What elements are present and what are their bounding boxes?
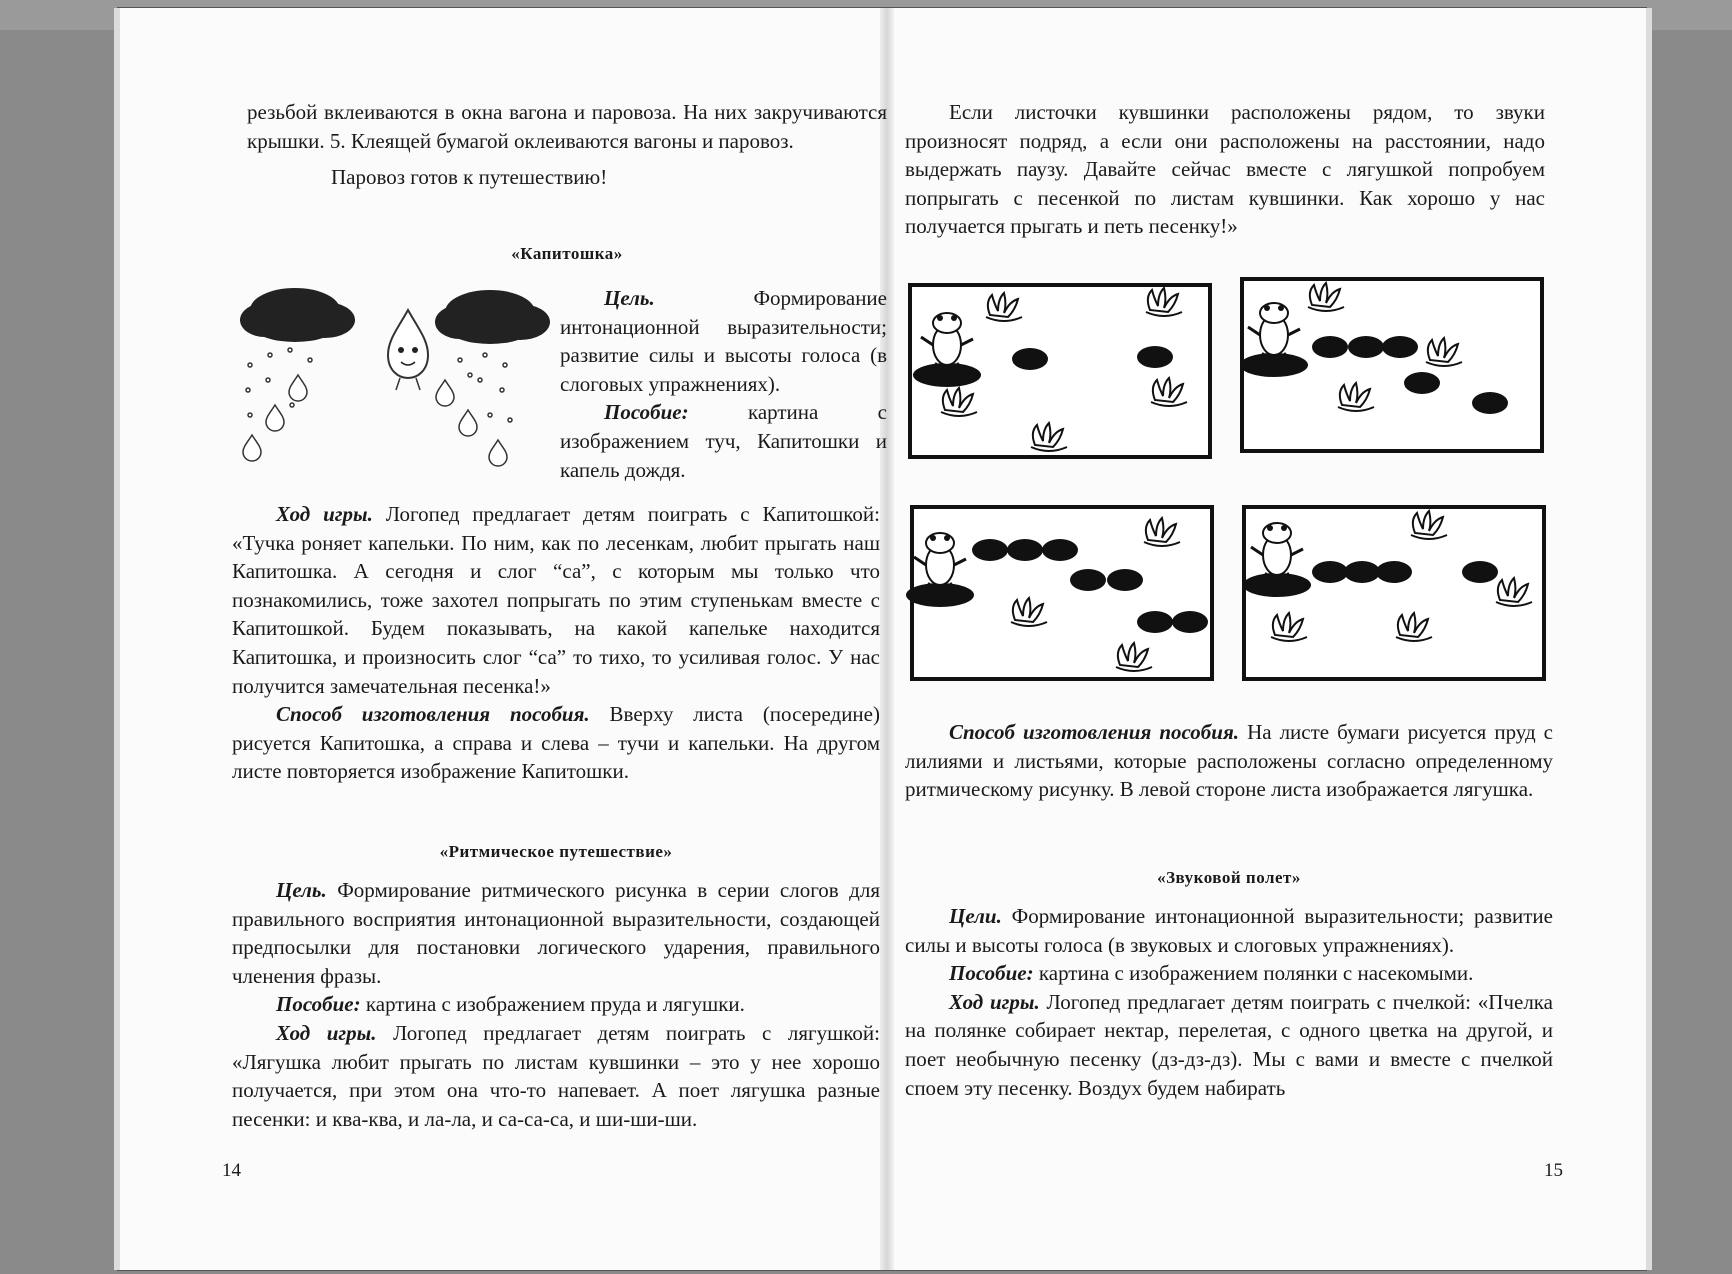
page-number-right: 15: [1544, 1160, 1563, 1181]
raindrops-left-icon: [243, 348, 312, 461]
kapitoshka-goal: Цель. Формирование интонационной выразительности; развитие силы и высоты голоса (в слоговых упражнениях).: [560, 286, 887, 396]
kapitoshka-illustration: [240, 280, 550, 480]
rhythmic-block: [232, 876, 880, 1133]
right-making-block: [905, 718, 1553, 804]
cloud-left-icon: [240, 288, 355, 342]
rhythmic-game: Ход игры. Логопед предлагает детям поиграть с лягушкой: «Лягушка любит прыгать по листам кувшинки – это у нее хорошо получается, при этом она что-то напевает. А поет лягушка разные песенки: и ква-ква, и ла-ла, и са-са-са, и ши-ши-ши.: [232, 1020, 880, 1131]
flight-game: Ход игры. Логопед предлагает детям поиграть с пчелкой: «Пчелка на полянке собирает нектар, перелетая, с одного цветка на другой, и поет необычную песенку (дз-дз-дз). Мы с вами и вместе с пчелкой споем эту песенку. Воздух будем набирать: [905, 989, 1554, 1100]
kapitoshka-goal-block: [560, 284, 887, 484]
flight-block: [905, 902, 1553, 1102]
flight-title: «Звуковой полет»: [1157, 868, 1301, 887]
left-intro-block: [247, 98, 887, 192]
kapitoshka-making: Способ изготовления пособия. Вверху листа (посередине) рисуется Капитошка, а справа и слева – тучи и капельки. На другом листе повторяется изображение Капитошки.: [232, 702, 880, 784]
kapitoshka-game: Ход игры. Логопед предлагает детям поиграть с Капитошкой: «Тучка роняет капельки. По ним, как по лесенкам, любит прыгать наш Капитошка. А сегодня и слог “са”, с которым мы только что познакомились, тоже захотел попрыгать по этим ступенькам вместе с Капитошкой. Будем показывать, на какой капельке находится Капитошка, и произносить слог “са” то тихо, то усиливая голос. У нас получится замечательная песенка!»: [232, 502, 880, 698]
ready-line: Паровоз готов к путешествию!: [331, 165, 608, 190]
raindrops-right-icon: [436, 353, 512, 466]
kapitoshka-aid: Пособие: картина с изображением туч, Капитошки и капель дождя.: [560, 400, 887, 482]
rhythmic-title: «Ритмическое путешествие»: [439, 842, 673, 861]
rhythmic-aid: Пособие: картина с изображением пруда и лягушки.: [276, 992, 745, 1017]
pond-panel-4: [1243, 507, 1544, 679]
continuation-paragraph: Если листочки кувшинки расположены рядом, то звуки произносят подряд, а если они расположены на расстоянии, надо выдержать паузу. Давайте сейчас вместе с лягушкой попробуем попрыгать с песенкой по листам кувшинки. Как хорошо у нас получается прыгать и петь песенку!»: [905, 100, 1545, 239]
kapitoshka-drop-icon: [388, 310, 428, 390]
right-continuation-block: [905, 98, 1545, 241]
intro-paragraph: резьбой вклеиваются в окна вагона и паровоза. На них закручиваются крышки. 5. Клеящей бумагой оклеиваются вагоны и паровоз.: [247, 100, 887, 153]
page-edge-right: [1646, 8, 1652, 1270]
flight-aid: Пособие: картина с изображением полянки с насекомыми.: [949, 961, 1474, 986]
pond-panel-1: [910, 285, 1210, 457]
rhythmic-goal: Цель. Формирование ритмического рисунка в серии слогов для правильного восприятия интонационной выразительности, создающей предпосылки для постановки логического ударения, правильного членения фразы.: [232, 878, 880, 988]
pond-panel-2: [1240, 279, 1542, 451]
kapitoshka-title: «Капитошка»: [511, 244, 623, 263]
pond-making: Способ изготовления пособия. На листе бумаги рисуется пруд с лилиями и листьями, которые расположены согласно определенному ритмическому рисунку. В левой стороне листа изображается лягушка.: [905, 720, 1554, 802]
flight-goal: Цели. Формирование интонационной выразительности; развитие силы и высоты голоса (в звуковых и слоговых упражнениях).: [905, 904, 1553, 957]
kapitoshka-body-block: [232, 500, 880, 786]
page-edge-left: [114, 8, 120, 1270]
book-gutter: [880, 8, 894, 1270]
page-number-left: 14: [222, 1160, 241, 1181]
cloud-right-icon: [435, 290, 550, 344]
pond-panel-3: [906, 507, 1212, 679]
pond-illustrations: [900, 275, 1560, 685]
